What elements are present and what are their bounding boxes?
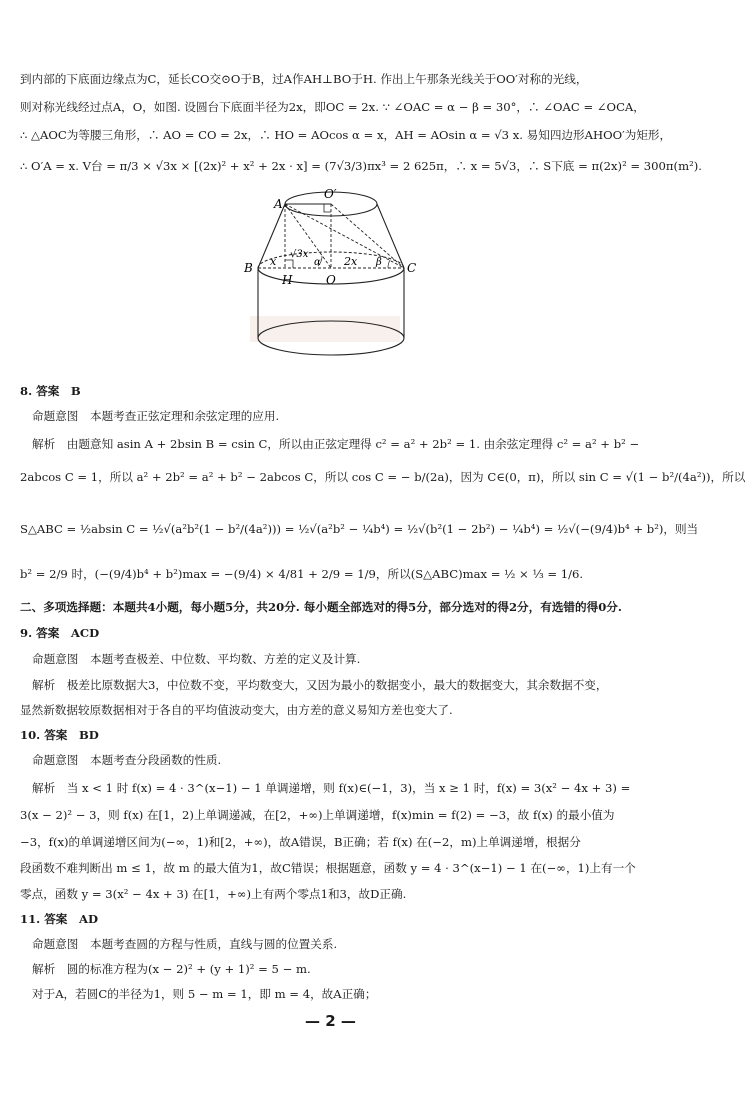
text-line: ∴ △AOC为等腰三角形，∴ AO = CO = 2x，∴ HO = AOcos α = x，AH = AOsin α = √3 x. 易知四边形AHOO′为矩形， — [20, 128, 672, 142]
question-8-analysis: 解析 由题意知 asin A + 2bsin B = csin C，所以由正弦定理得 c² = a² + 2b² = 1. 由余弦定理得 c² = a² + b² − — [32, 437, 640, 451]
question-8-intent: 命题意图 本题考查正弦定理和余弦定理的应用. — [32, 409, 280, 423]
question-9-answer: 9. 答案 ACD — [20, 626, 100, 640]
text-line: 到内部的下底面边缘点为C，延长CO交⊙O于B，过A作AH⊥BO于H. 作出上午那条光线关于OO′对称的光线， — [20, 72, 588, 86]
question-9-intent: 命题意图 本题考查极差、中位数、平均数、方差的定义及计算. — [32, 652, 361, 666]
faded-mark — [250, 316, 400, 342]
right-angle-mark — [285, 260, 293, 268]
text-line: 3(x − 2)² − 3，则 f(x) 在[1，2)上单调递减，在[2，+∞)上单调递增，f(x)min = f(2) = −3，故 f(x) 的最小值为 — [20, 808, 615, 822]
label-x: x — [270, 255, 277, 268]
text-line: 2abcos C = 1，所以 a² + 2b² = a² + b² − 2abcos C，所以 cos C = − b/(2a)，因为 C∈(0，π)，所以 sin C = √(1 − b²/(4a²))，所以 — [20, 470, 745, 484]
label-sqrt3x: √3x — [290, 249, 309, 260]
question-11-analysis: 解析 圆的标准方程为(x − 2)² + (y + 1)² = 5 − m. — [32, 962, 311, 976]
label-beta: β — [376, 257, 382, 268]
angle-beta-arc — [388, 260, 390, 268]
label-c: C — [407, 261, 417, 275]
right-angle-mark-top — [324, 204, 331, 212]
question-9-analysis: 解析 极差比原数据大3，中位数不变，平均数变大，又因为最小的数据变小，最大的数据变大，其余数据不变， — [32, 678, 608, 692]
question-8-answer: 8. 答案 B — [20, 384, 81, 398]
frustum-cylinder-figure — [238, 188, 430, 370]
page-number: — 2 — — [305, 1012, 356, 1030]
text-line: 对于A，若圆C的半径为1，则 5 − m = 1，即 m = 4，故A正确； — [32, 987, 377, 1001]
text-line: −3，f(x)的单调递增区间为(−∞，1)和[2，+∞)，故A错误，B正确；若 f(x) 在(−2，m)上单调递增，根据分 — [20, 835, 581, 849]
text-line: 显然新数据较原数据相对于各自的平均值波动变大，由方差的意义易知方差也变大了. — [20, 703, 453, 717]
text-line: ∴ O′A = x. V台 = π/3 × √3x × [(2x)² + x² + 2x · x] = (7√3/3)πx³ = 2 625π，∴ x = 5√3，∴ S下底 = π(2x)² = 300π(m²). — [20, 159, 702, 173]
question-11-answer: 11. 答案 AD — [20, 912, 99, 926]
text-line: 段函数不难判断出 m ≤ 1，故 m 的最大值为1，故C错误；根据题意，函数 y = 4 · 3^(x−1) − 1 在(−∞，1)上有一个 — [20, 861, 636, 875]
question-10-intent: 命题意图 本题考查分段函数的性质. — [32, 753, 222, 767]
label-o-top: O′ — [324, 187, 337, 201]
text-line: b² = 2/9 时，(−(9/4)b⁴ + b²)max = −(9/4) × 4/81 + 2/9 = 1/9，所以(S△ABC)max = ½ × ⅓ = 1/6. — [20, 567, 584, 581]
question-10-analysis: 解析 当 x < 1 时 f(x) = 4 · 3^(x−1) − 1 单调递增，则 f(x)∈(−1，3)，当 x ≥ 1 时，f(x) = 3(x² − 4x + 3) = — [32, 781, 631, 795]
text-line: S△ABC = ½absin C = ½√(a²b²(1 − b²/(4a²))) = ½√(a²b² − ¼b⁴) = ½√(b²(1 − 2b²) − ¼b⁴) = ½√(−(9/4)b⁴ + b²)，则当 — [20, 522, 699, 536]
label-h: H — [282, 273, 293, 287]
light-ray — [331, 204, 404, 268]
question-10-answer: 10. 答案 BD — [20, 728, 99, 742]
label-2x: 2x — [344, 255, 358, 268]
text-line: 零点，函数 y = 3(x² − 4x + 3) 在[1，+∞)上有两个零点1和3，故D正确. — [20, 887, 407, 901]
label-o: O — [326, 273, 336, 287]
label-alpha: α — [314, 257, 321, 268]
label-a: A — [274, 197, 283, 211]
label-b: B — [244, 261, 253, 275]
text-line: 则对称光线经过点A，O，如图. 设圆台下底面半径为2x，即OC = 2x. ∵ ∠OAC = α − β = 30°，∴ ∠OAC = ∠OCA， — [20, 100, 645, 114]
section-heading: 二、多项选择题：本题共4小题，每小题5分，共20分. 每小题全部选对的得5分，部分选对的得2分，有选错的得0分. — [20, 600, 622, 614]
question-11-intent: 命题意图 本题考查圆的方程与性质，直线与圆的位置关系. — [32, 937, 338, 951]
